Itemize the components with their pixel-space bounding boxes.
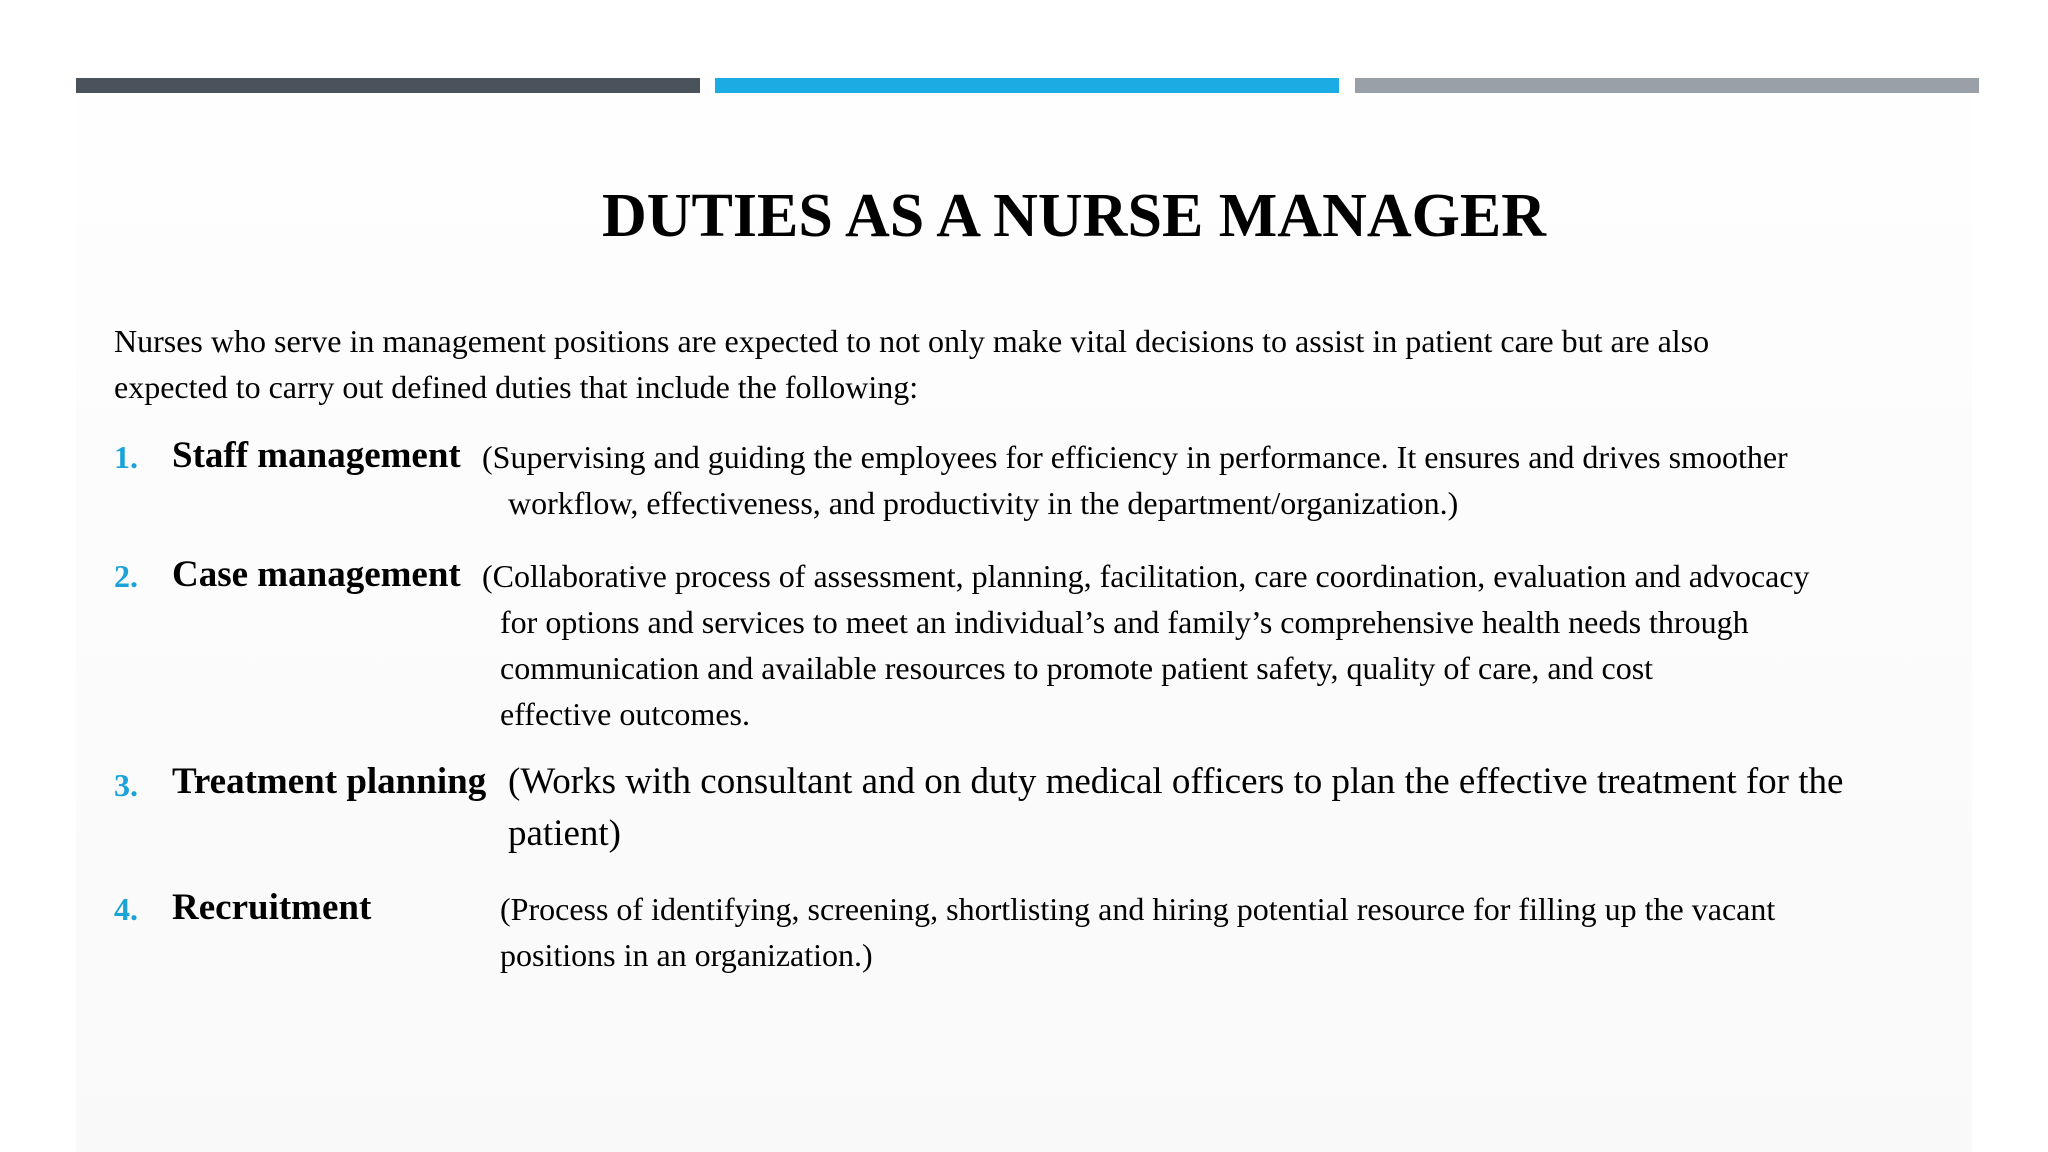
list-description-line: (Supervising and guiding the employees for efficiency in performance. It ensures and drives smoother [482,439,1788,475]
list-description-continued [500,599,1920,737]
list-term: Staff management [172,435,461,476]
list-description-line: patient) [508,813,622,854]
list-description-line: (Works with consultant and on duty medical officers to plan the effective treatment for the [508,761,1844,802]
list-description-line: (Process of identifying, screening, shortlisting and hiring potential resource for filling up the vacant [500,891,1776,927]
slide-title: DUTIES AS A NURSE MANAGER [602,182,1546,250]
intro-paragraph [114,318,1874,410]
list-number: 2. [114,558,138,594]
list-description-line: positions in an organization.) [500,937,873,973]
top-accent-bar-gray [1355,78,1979,93]
list-number: 1. [114,439,138,475]
list-term: Recruitment [172,887,372,928]
top-accent-bar-dark [76,78,700,93]
list-description-line: workflow, effectiveness, and productivity in the department/organization.) [508,485,1459,521]
intro-line-1: Nurses who serve in management positions are expected to not only make vital decisions to assist in patient care but are also [114,323,1710,359]
list-term: Treatment planning [172,761,487,802]
list-description-line: effective outcomes. [500,696,750,732]
list-description-line: communication and available resources to promote patient safety, quality of care, and cost [500,650,1654,686]
intro-line-2: expected to carry out defined duties that include the following: [114,369,919,405]
top-accent-bar-blue [715,78,1339,93]
list-number: 4. [114,891,138,927]
list-description-line: for options and services to meet an individual’s and family’s comprehensive health needs through [500,604,1749,640]
list-description-line: (Collaborative process of assessment, planning, facilitation, care coordination, evaluation and advocacy [482,558,1810,594]
list-term: Case management [172,554,461,595]
list-number: 3. [114,767,138,803]
